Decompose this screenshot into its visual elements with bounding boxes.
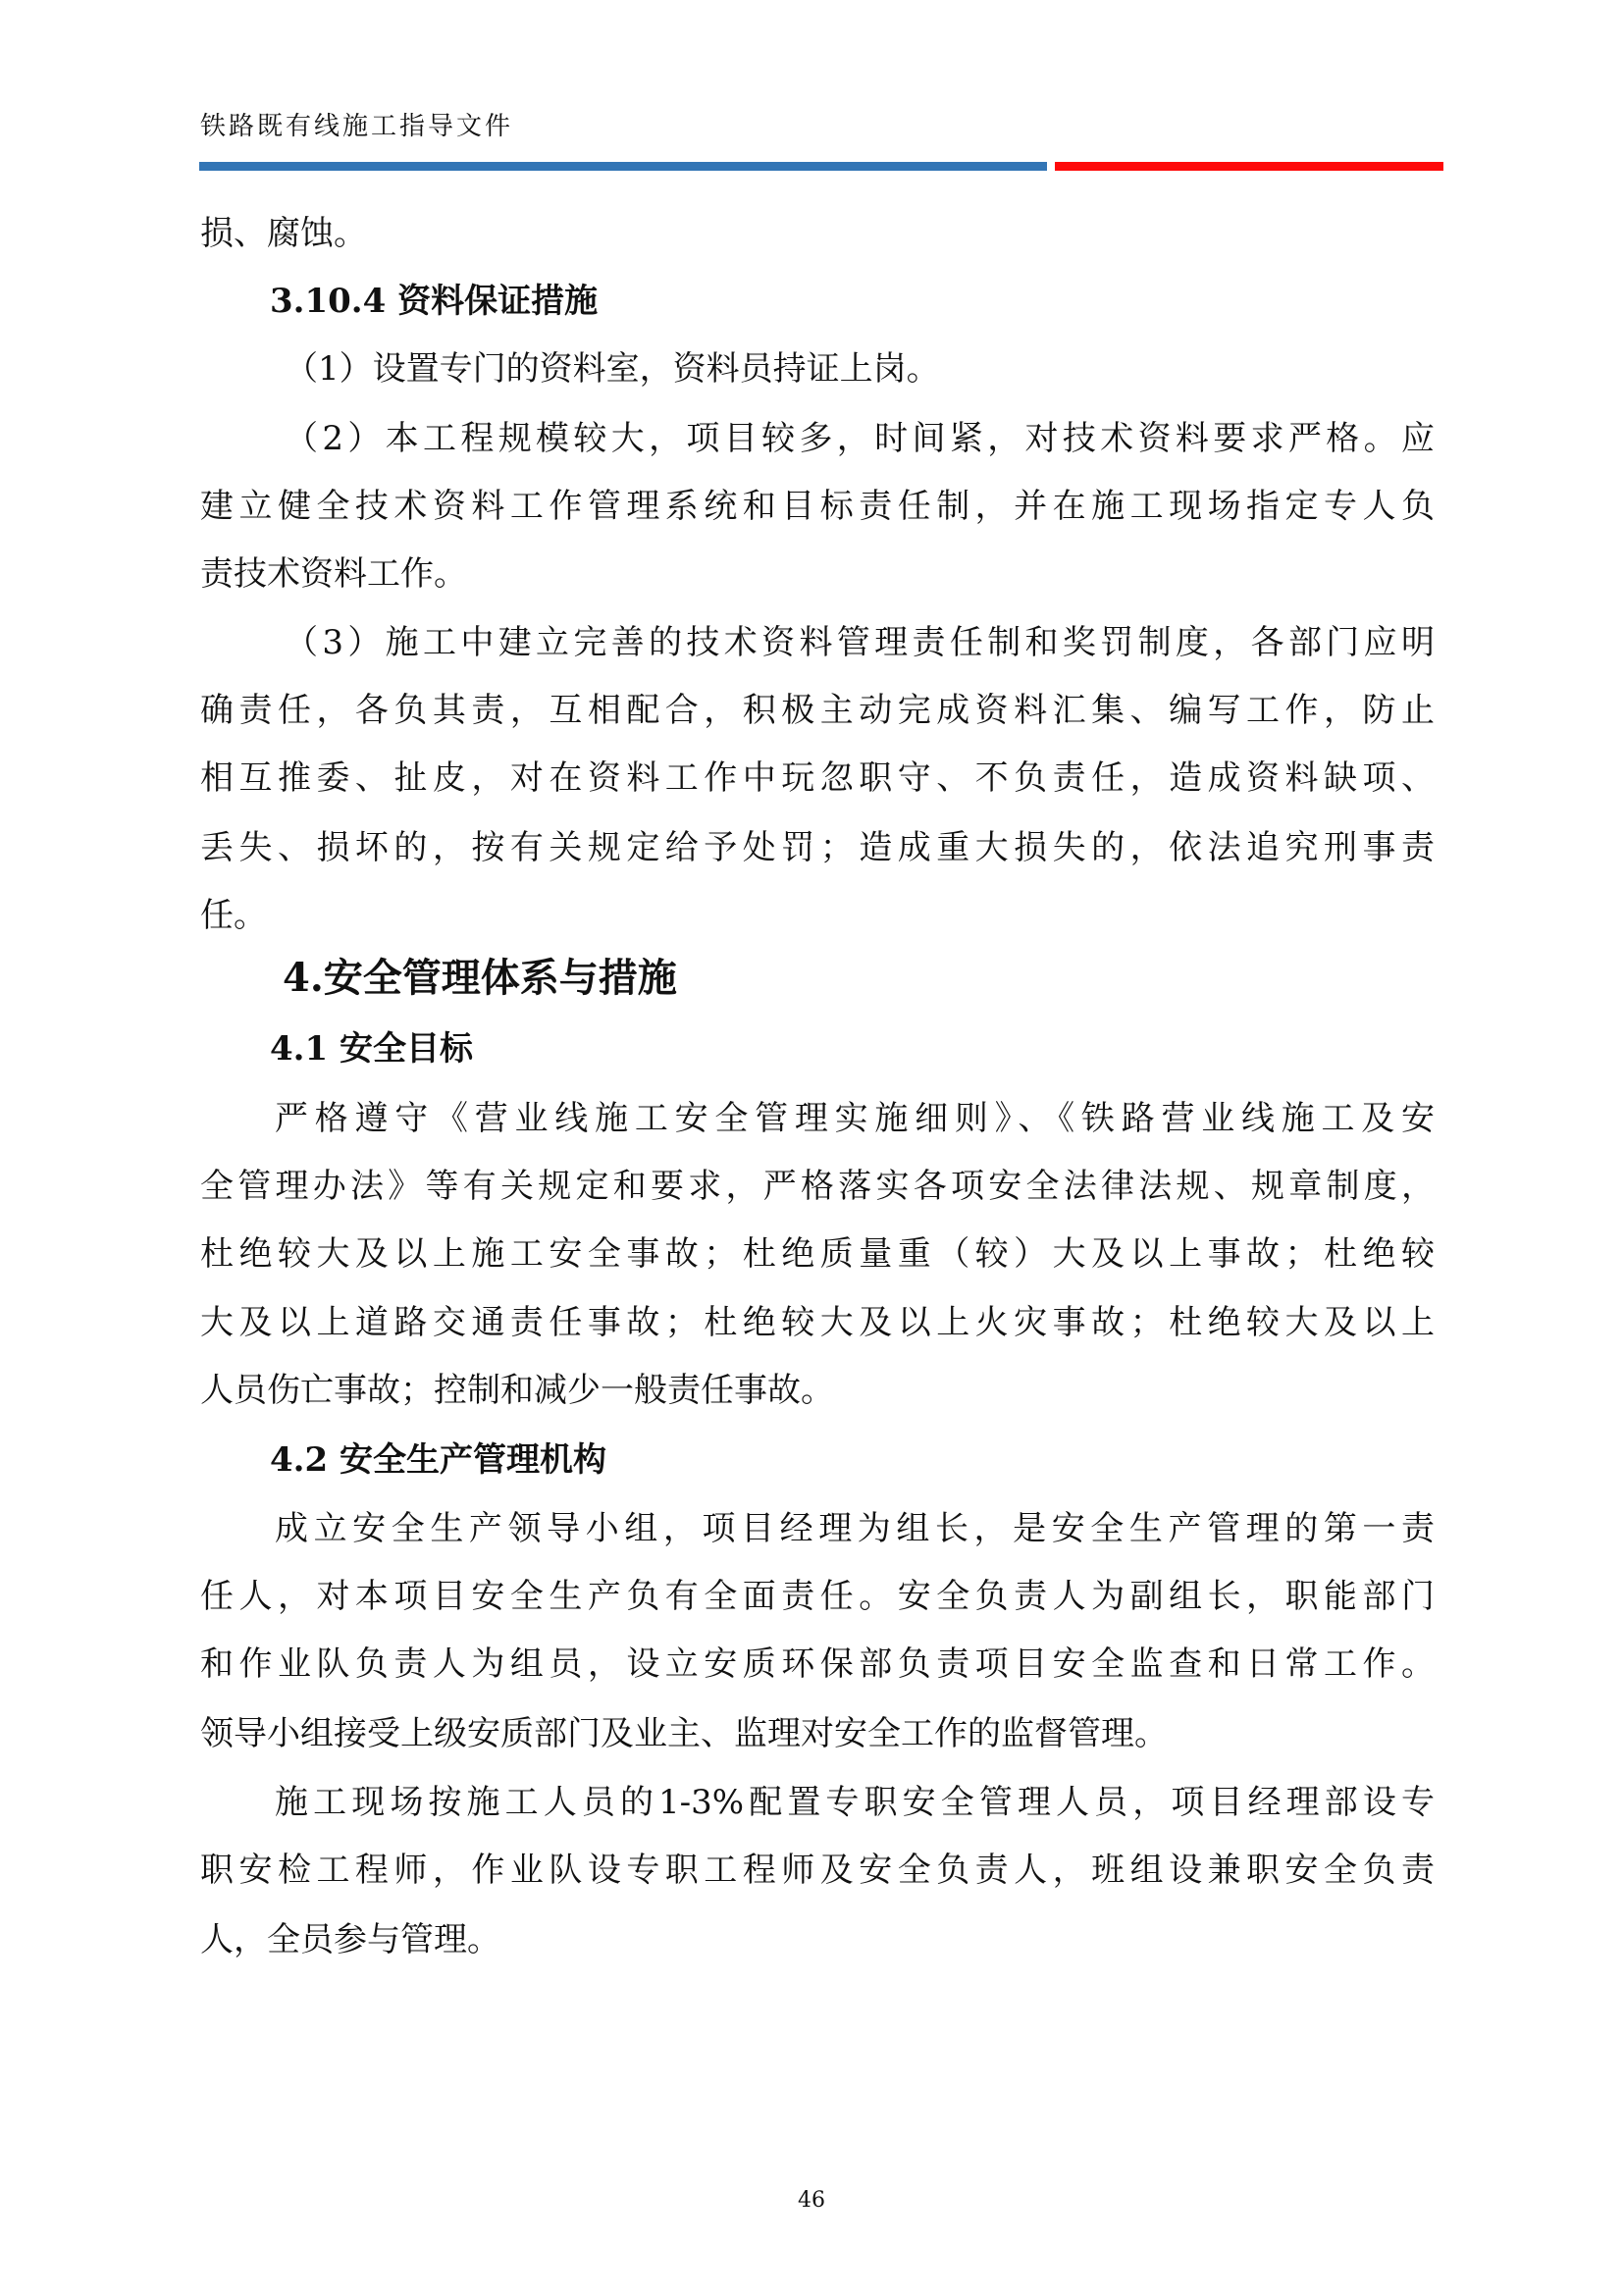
text-line: 人，全员参与管理。: [200, 1920, 500, 1959]
text-line: （1）设置专门的资料室，资料员持证上岗。: [285, 349, 940, 389]
text-line: 责技术资料工作。: [200, 554, 467, 594]
section-heading-4-1: 4.1 安全目标: [270, 1029, 473, 1069]
text-line: 确责任，各负其责，互相配合，积极主动完成资料汇集、编写工作，防止: [200, 691, 1435, 730]
text-line: 丢失、损坏的，按有关规定给予处罚；造成重大损失的，依法追究刑事责: [200, 828, 1435, 867]
running-header-title: 铁路既有线施工指导文件: [200, 112, 514, 141]
text-line: 成立安全生产领导小组，项目经理为组长，是安全生产管理的第一责: [275, 1509, 1435, 1548]
text-line: 职安检工程师，作业队设专职工程师及安全负责人，班组设兼职安全负责: [200, 1851, 1435, 1890]
text-line: （2）本工程规模较大，项目较多，时间紧，对技术资料要求严格。应: [285, 419, 1435, 458]
section-heading-4: 4.安全管理体系与措施: [283, 955, 677, 1001]
page-number: 46: [798, 2188, 825, 2213]
text-line: 大及以上道路交通责任事故；杜绝较大及以上火灾事故；杜绝较大及以上: [200, 1303, 1435, 1342]
header-rule-red: [1055, 162, 1443, 171]
text-line: 施工现场按施工人员的1-3%配置专职安全管理人员，项目经理部设专: [275, 1783, 1435, 1822]
text-line: 杜绝较大及以上施工安全事故；杜绝质量重（较）大及以上事故；杜绝较: [200, 1234, 1435, 1274]
header-rule-blue: [199, 162, 1047, 171]
text-line: 任。: [200, 896, 267, 935]
text-line: 和作业队负责人为组员，设立安质环保部负责项目安全监查和日常工作。: [200, 1644, 1435, 1684]
section-heading-3-10-4: 3.10.4 资料保证措施: [270, 282, 599, 321]
text-line: 相互推委、扯皮，对在资料工作中玩忽职守、不负责任，造成资料缺项、: [200, 758, 1435, 798]
text-line: 建立健全技术资料工作管理系统和目标责任制，并在施工现场指定专人负: [200, 487, 1435, 526]
text-line: 任人，对本项目安全生产负有全面责任。安全负责人为副组长，职能部门: [200, 1577, 1435, 1616]
text-line: 全管理办法》等有关规定和要求，严格落实各项安全法律法规、规章制度，: [200, 1167, 1435, 1206]
text-line: 损、腐蚀。: [200, 214, 367, 253]
text-line: （3）施工中建立完善的技术资料管理责任制和奖罚制度，各部门应明: [285, 623, 1435, 662]
text-line: 领导小组接受上级安质部门及业主、监理对安全工作的监督管理。: [200, 1714, 1168, 1753]
section-heading-4-2: 4.2 安全生产管理机构: [270, 1440, 606, 1480]
text-line: 严格遵守《营业线施工安全管理实施细则》、《铁路营业线施工及安: [275, 1099, 1435, 1138]
text-line: 人员伤亡事故；控制和减少一般责任事故。: [200, 1371, 834, 1410]
